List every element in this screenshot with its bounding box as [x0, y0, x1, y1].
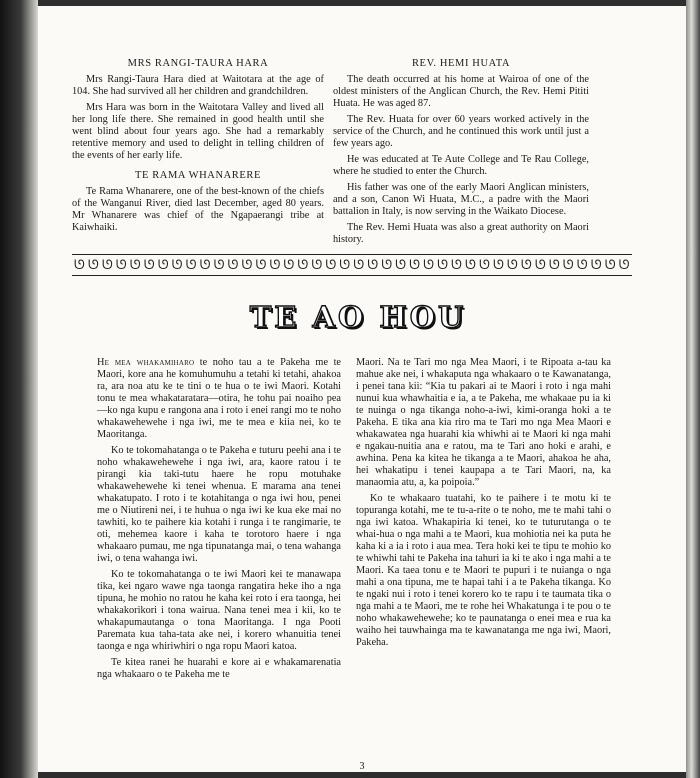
- obituary-paragraph: Mrs Rangi-Taura Hara died at Waitotara at the age of 104. She had survived all her children and grandchildren.: [72, 74, 324, 97]
- editorial-column-left: [97, 357, 341, 685]
- scan-right-edge: [686, 0, 700, 778]
- magazine-page: [38, 6, 686, 772]
- obituary-paragraph: The death occurred at his home at Wairoa of one of the oldest ministers of the Anglican Church, the Rev. Hemi Pititi Huata. He was aged 87.: [333, 74, 589, 109]
- editorial-paragraph: Maori. Na te Tari mo nga Mea Maori, i te Ripoata a-tau ka mahue ake nei, i whakaputa nga whakaaro o te Kawanatanga, i penei tana kii: “Kia tu pakari ai te Maori i roto i nga mahi nunui kua whawhaitia e ia, a te Pakeha, me whakaae pu ia ki te nuinga o nga tikanga noho-a-iwi, kimi-oranga hoki a te Pakeha. E tika ana kia riro ma te Tari mo nga Mea Maori e whakawatea nga huarahi kia whiwhi ai te Maori ki nga mahi e ngakau-nuitia ana e ratou, ma te Tari ano hoki e arahi, e awhina. Pena ka kitea he tikanga a te Maori, ahakoa he aha, hei whakatipu i tenei kaupapa a te Tari Maori, na, ka manaomia atu, a, ka poipoia.”: [356, 357, 611, 488]
- magazine-title: TE AO HOU: [249, 300, 467, 334]
- obituary-paragraph: The Rev. Hemi Huata was also a great authority on Maori history.: [333, 222, 589, 245]
- obituary-paragraph: His father was one of the early Maori Anglican ministers, and a son, Canon Wi Huata, M.C., a padre with the Maori battalion in Italy, is now serving in the Waikato Diocese.: [333, 182, 589, 217]
- editorial-paragraph: Te kitea ranei he huarahi e kore ai e whakamarenatia nga whakaaro o te Pakeha me te: [97, 657, 341, 680]
- obituary-paragraph: Te Rama Whanarere, one of the best-known of the chiefs of the Wanganui River, died last December, aged 80 years. Mr Whanarere was chief of the Ngapaerangi tribe at Kaiwhaiki.: [72, 186, 324, 233]
- obituary-column-right: [333, 58, 589, 250]
- obituary-heading-huata: REV. HEMI HUATA: [411, 58, 511, 69]
- obituary-heading-hara: MRS RANGI-TAURA HARA: [127, 58, 269, 69]
- editorial-paragraph: Ko te tokomahatanga o te iwi Maori kei te manawapa tika, kei ngaro wawe nga taonga rangatira heke iho a nga tipuna, he mohio no ratou he kaha kei roto i era taonga, hei whakakorikori i tona wairua. Nana tenei mea i kii, ko te whakapumautanga o tona Maoritanga. I nga Pooti Paremata kua taha-tata ake nei, i korero whanuitia tenei taonga e nga whiriwhiri o nga ropu Maori katoa.: [97, 569, 341, 652]
- editorial-paragraph: Ko te tokomahatanga o te Pakeha e tuturu peehi ana i te noho whakawehewehe i nga iwi, ara, kaore ratou i te pirangi kia taki-tutu haere he ropu motuhake whakawehewehe ki tenei whenua. E marama ana tenei whakatupato. I roto i te kotahitanga o nga iwi hou, penei me o Niutireni nei, i te huhua o nga iwi ke kua eke mai no tawhiti, ko te paihere kia kotahi i runga i te rangimarie, te oti, mehemea kaore i kaha te torotoro haere i nga whakaaro pumau, me nga tipunatanga mai, o tena wahanga iwi, o tena wahanga iwi.: [97, 445, 341, 564]
- decorative-scroll-border: ᘎ ᘎ ᘎ ᘎ ᘎ ᘎ ᘎ ᘎ ᘎ ᘎ ᘎ ᘎ ᘎ ᘎ ᘎ ᘎ ᘎ ᘎ ᘎ ᘎ ᘎ ᘎ ᘎ ᘎ ᘎ ᘎ ᘎ ᘎ ᘎ ᘎ ᘎ ᘎ ᘎ ᘎ ᘎ ᘎ ᘎ ᘎ ᘎ ᘎ: [72, 254, 632, 276]
- obituary-paragraph: The Rev. Huata for over 60 years worked actively in the service of the Church, and he continued this work until just a few years ago.: [333, 114, 589, 149]
- editorial-paragraph: Ko te whakaaro tuatahi, ko te paihere i te motu ki te topuranga kotahi, me te tu-a-rite o te noho, me te mahi tahi o nga iwi katoa. Whakapiria ki tenei, ko te tuturutanga o te whai-hua o nga mahi a te Maori, kua mohiotia nei ka puta he kaha ki a ia i roto i aua mea. Tera hoki kei te tipu te mohio ko te whiwhi tahi te Pakeha ina tahuri ia ki te ako i nga mahi a te Maori. Ka taea tonu e te Maori te pupuri i te nuianga o nga mahi a ona tipuna, me te hapai tahi i a te Pakeha tikanga. Ko te ngaki nui i roto i tenei korero ko te rapu i te taumata tika o nga mahi a te Maori, me te rohe hei Whakatunga i te pou o te noho whakawehewehe; ko te paunatanga o enei mea e rua ka waiho hei tauwhainga ma te kawanatanga me nga iwi, Maori, Pakeha.: [356, 493, 611, 648]
- scan-left-margin: [0, 0, 38, 778]
- editorial-column-right: [356, 357, 611, 653]
- lead-smallcaps: He mea whakamiharo: [97, 357, 195, 368]
- editorial-lead-paragraph: [97, 357, 341, 441]
- obituary-paragraph: Mrs Hara was born in the Waitotara Valley and lived all her long life there. She remained in good health until she went blind about four years ago. She had a remarkably retentive memory and used to delight in telling children of the events of her early life.: [72, 102, 324, 161]
- obituary-heading-whanarere: TE RAMA WHANARERE: [134, 170, 262, 181]
- lead-text: te noho tau a te Pakeha me te Maori, kore ana he komuhumuhu a tetahi ki tetahi, ahakoa ra, ara noa atu ke te tini o te hua o te iwi Maori. Kotahi tonu te mea whakataratara—otira, he tohu pai noaiho pea—ko nga kupu e rangona ana i roto i enei rangi mo te noho whakawehewehe i nga iwi, me te mea e kiia nei, ko te Maoritanga.: [97, 357, 341, 440]
- page-number: 3: [359, 761, 365, 772]
- obituary-paragraph: He was educated at Te Aute College and Te Rau College, where he studied to enter the Church.: [333, 154, 589, 177]
- obituary-column-left: [72, 58, 324, 238]
